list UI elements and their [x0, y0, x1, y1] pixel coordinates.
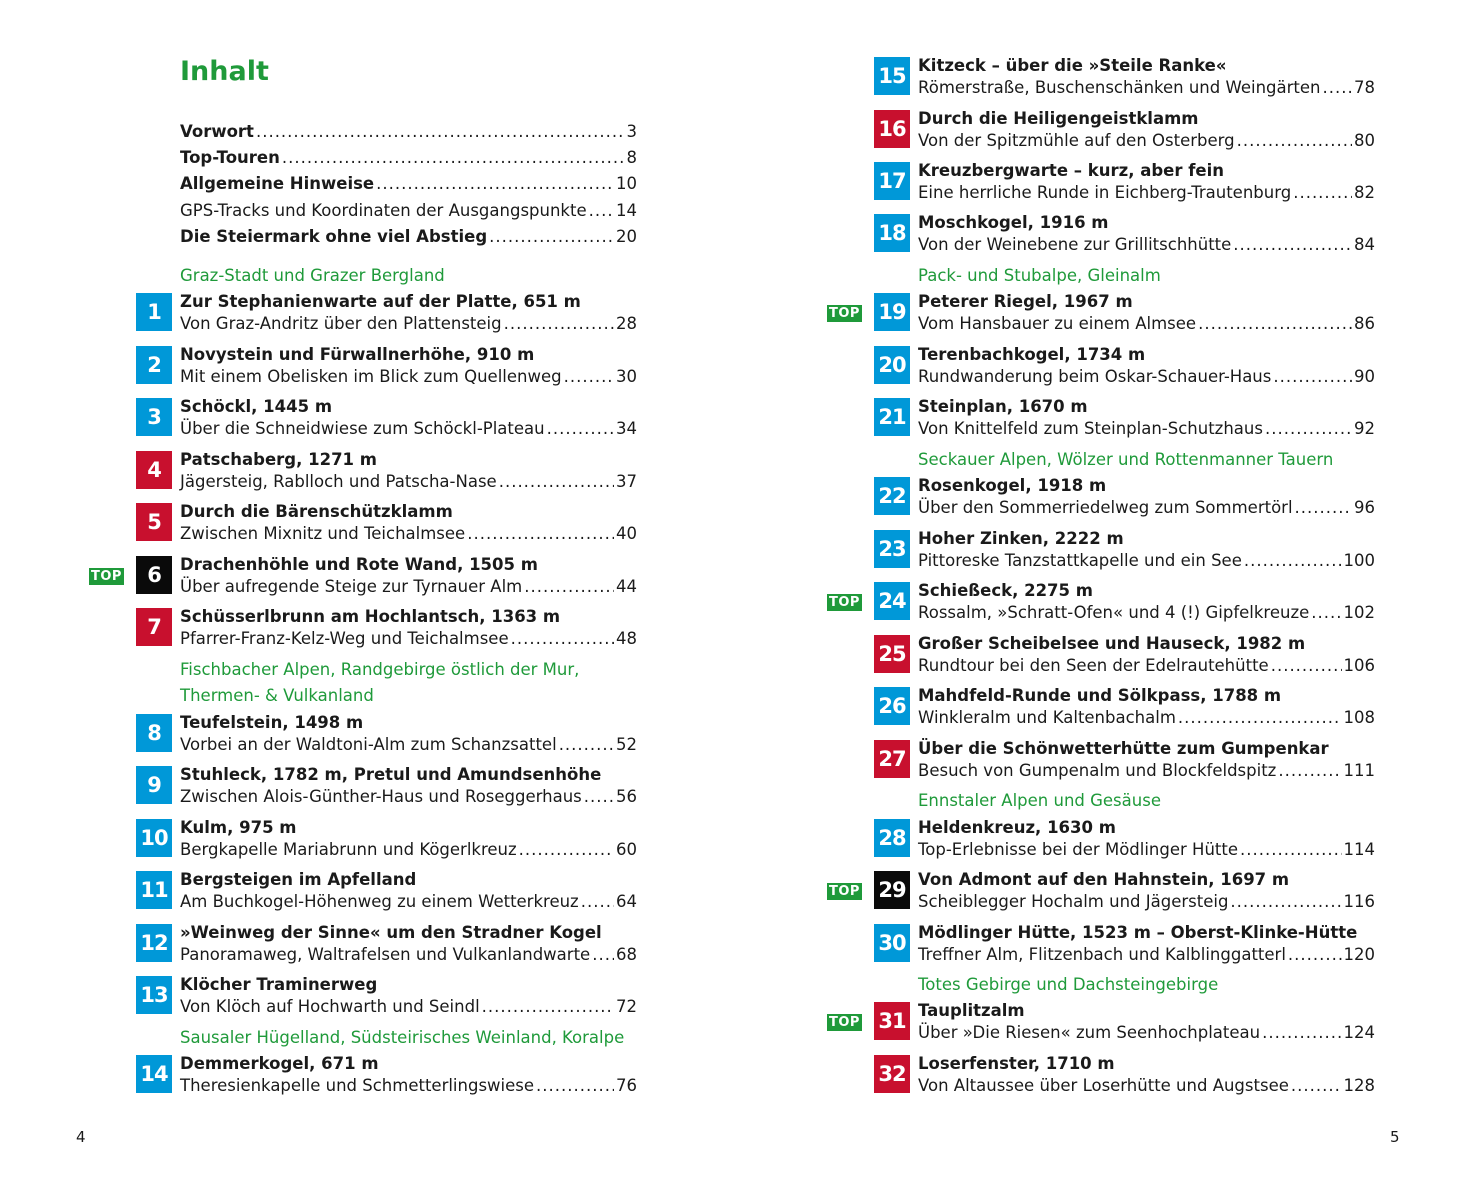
tour-subtitle: Römerstraße, Buschenschänken und Weingärten [918, 78, 1321, 97]
toc-page-number: 3 [626, 122, 637, 141]
top-badge: TOP [89, 568, 124, 585]
tour-subtitle: Über die Schneidwiese zum Schöckl-Plateau [180, 419, 545, 438]
tour-title: Loserfenster, 1710 m [918, 1054, 1115, 1073]
tour-subtitle: Bergkapelle Mariabrunn und Kögerlkreuz [180, 840, 517, 859]
tour-subtitle: Top-Erlebnisse bei der Mödlinger Hütte [918, 840, 1238, 859]
dot-leader [1237, 130, 1352, 151]
toc-page-number: 28 [616, 314, 637, 333]
tour-title: »Weinweg der Sinne« um den Stradner Kogel [180, 923, 602, 942]
toc-page-number: 37 [616, 472, 637, 491]
tour-number-badge: 22 [874, 477, 910, 515]
dot-leader [536, 1075, 614, 1096]
tour-subtitle: Theresienkapelle und Schmetterlingswiese [180, 1076, 535, 1095]
tour-number-badge: 17 [874, 162, 910, 200]
tour-number-badge: 5 [136, 503, 172, 541]
tour-subtitle: Von Altaussee über Loserhütte und Augstsee [918, 1076, 1289, 1095]
tour-entry[interactable] [738, 736, 1458, 782]
tour-subtitle-row [180, 944, 637, 965]
toc-page-number: 106 [1343, 656, 1375, 675]
tour-subtitle: Rundtour bei den Seen der Edelrautehütte [918, 656, 1269, 675]
tour-number-badge: 15 [874, 57, 910, 95]
tour-number-badge: 10 [136, 819, 172, 857]
dot-leader [1178, 707, 1342, 728]
section-heading: Seckauer Alpen, Wölzer und Rottenmanner Tauern [918, 450, 1334, 469]
tour-number-badge: 13 [136, 976, 172, 1014]
tour-subtitle: Jägersteig, Rablloch und Patscha-Nase [180, 472, 497, 491]
tour-entry[interactable] [738, 526, 1458, 572]
tour-entry[interactable] [738, 394, 1458, 440]
tour-subtitle-row [918, 234, 1375, 255]
tour-subtitle: Vorbei an der Waldtoni-Alm zum Schanzsattel [180, 735, 557, 754]
tour-subtitle: Über den Sommerriedelweg zum Sommertörl [918, 498, 1293, 517]
tour-subtitle: Zwischen Mixnitz und Teichalmsee [180, 524, 466, 543]
tour-subtitle-row [180, 523, 637, 544]
tour-subtitle: Pfarrer-Franz-Kelz-Weg und Teichalmsee [180, 629, 509, 648]
tour-number-badge: 21 [874, 398, 910, 436]
right-page [738, 0, 1476, 1182]
tour-subtitle-row [180, 628, 637, 649]
tour-entry[interactable] [738, 106, 1458, 152]
dot-leader [1273, 366, 1352, 387]
tour-entry[interactable] [738, 578, 1458, 624]
tour-title: Rosenkogel, 1918 m [918, 476, 1107, 495]
toc-page-number: 92 [1354, 419, 1375, 438]
tour-number-badge: 26 [874, 687, 910, 725]
tour-subtitle: Zwischen Alois-Günther-Haus und Roseggerhaus [180, 787, 582, 806]
tour-title: Mödlinger Hütte, 1523 m – Oberst-Klinke-Hütte [918, 923, 1358, 942]
tour-number-badge: 14 [136, 1055, 172, 1093]
tour-number-badge: 6 [136, 556, 172, 594]
dot-leader [1198, 313, 1352, 334]
tour-subtitle-row [918, 944, 1375, 965]
tour-subtitle-row [180, 786, 637, 807]
tour-subtitle-row [180, 839, 637, 860]
dot-leader [592, 944, 614, 965]
tour-subtitle-row [180, 734, 637, 755]
tour-entry[interactable] [738, 473, 1458, 519]
toc-page-number: 30 [616, 367, 637, 386]
dot-leader [489, 227, 614, 247]
toc-page-number: 124 [1343, 1023, 1375, 1042]
dot-leader [1295, 497, 1352, 518]
toc-page-number: 100 [1343, 551, 1375, 570]
tour-number-badge: 27 [874, 740, 910, 778]
tour-number-badge: 23 [874, 530, 910, 568]
toc-page-number: 78 [1354, 78, 1375, 97]
tour-entry[interactable] [0, 342, 720, 388]
toc-front-entry[interactable] [180, 170, 637, 194]
dot-leader [1262, 1022, 1341, 1043]
tour-title: Bergsteigen im Apfelland [180, 870, 417, 889]
tour-subtitle-row [918, 891, 1375, 912]
tour-number-badge: 3 [136, 398, 172, 436]
tour-title: Heldenkreuz, 1630 m [918, 818, 1116, 837]
tour-title: Patschaberg, 1271 m [180, 450, 377, 469]
tour-subtitle: Von Graz-Andritz über den Plattensteig [180, 314, 502, 333]
dot-leader [581, 891, 614, 912]
tour-entry[interactable] [0, 867, 720, 913]
tour-subtitle-row [180, 418, 637, 439]
tour-entry[interactable] [0, 1051, 720, 1097]
tour-title: Klöcher Traminerweg [180, 975, 378, 994]
tour-entry[interactable] [0, 762, 720, 808]
toc-page-number: 44 [616, 577, 637, 596]
tour-subtitle-row [180, 891, 637, 912]
tour-subtitle-row [180, 996, 637, 1017]
dot-leader [1311, 602, 1341, 623]
tour-title: Durch die Bärenschützklamm [180, 502, 453, 521]
dot-leader [547, 418, 614, 439]
tour-subtitle: Über aufregende Steige zur Tyrnauer Alm [180, 577, 523, 596]
tour-number-badge: 28 [874, 819, 910, 857]
tour-entry[interactable] [738, 210, 1458, 256]
tour-subtitle-row [180, 471, 637, 492]
tour-entry[interactable] [738, 867, 1458, 913]
tour-subtitle-row [918, 418, 1375, 439]
toc-page-number: 34 [616, 419, 637, 438]
dot-leader [1265, 418, 1352, 439]
tour-subtitle: Rossalm, »Schratt-Ofen« und 4 (!) Gipfelkreuze [918, 603, 1310, 622]
tour-subtitle: Scheiblegger Hochalm und Jägersteig [918, 892, 1229, 911]
dot-leader [1244, 550, 1342, 571]
toc-front-entry[interactable] [180, 118, 637, 142]
toc-page-number: 64 [616, 892, 637, 911]
dot-leader [482, 996, 614, 1017]
tour-subtitle-row [918, 760, 1375, 781]
tour-subtitle: Von Knittelfeld zum Steinplan-Schutzhaus [918, 419, 1263, 438]
tour-number-badge: 32 [874, 1055, 910, 1093]
top-badge: TOP [827, 1014, 862, 1031]
tour-subtitle-row [918, 1075, 1375, 1096]
tour-entry[interactable] [738, 920, 1458, 966]
tour-title: Steinplan, 1670 m [918, 397, 1088, 416]
top-badge: TOP [827, 883, 862, 900]
toc-page-number: 114 [1343, 840, 1375, 859]
tour-number-badge: 9 [136, 766, 172, 804]
toc-page-number: 52 [616, 735, 637, 754]
tour-title: Teufelstein, 1498 m [180, 713, 364, 732]
tour-number-badge: 18 [874, 214, 910, 252]
tour-title: Peterer Riegel, 1967 m [918, 292, 1133, 311]
tour-title: Drachenhöhle und Rote Wand, 1505 m [180, 555, 538, 574]
tour-title: Kitzeck – über die »Steile Ranke« [918, 56, 1227, 75]
dot-leader [376, 174, 614, 194]
tour-entry[interactable] [738, 815, 1458, 861]
tour-title: Kulm, 975 m [180, 818, 297, 837]
tour-title: Novystein und Fürwallnerhöhe, 910 m [180, 345, 535, 364]
top-badge: TOP [827, 305, 862, 322]
toc-page-number: 40 [616, 524, 637, 543]
tour-title: Tauplitzalm [918, 1001, 1025, 1020]
tour-number-badge: 12 [136, 924, 172, 962]
toc-page-number: 20 [616, 227, 637, 246]
tour-title: Demmerkogel, 671 m [180, 1054, 379, 1073]
toc-entry-label: Allgemeine Hinweise [180, 174, 375, 193]
toc-entry-label: Die Steiermark ohne viel Abstieg [180, 227, 488, 246]
toc-page-number: 120 [1343, 945, 1375, 964]
dot-leader [1293, 182, 1352, 203]
tour-title: Stuhleck, 1782 m, Pretul und Amundsenhöhe [180, 765, 602, 784]
section-heading: Pack- und Stubalpe, Gleinalm [918, 266, 1161, 285]
tour-entry[interactable] [0, 447, 720, 493]
toc-entry-label: Top-Touren [180, 148, 280, 167]
top-badge: TOP [827, 594, 862, 611]
tour-subtitle-row [918, 182, 1375, 203]
tour-title: Kreuzbergwarte – kurz, aber fein [918, 161, 1225, 180]
tour-number-badge: 11 [136, 871, 172, 909]
tour-number-badge: 31 [874, 1002, 910, 1040]
tour-number-badge: 7 [136, 608, 172, 646]
tour-title: Zur Stephanienwarte auf der Platte, 651 m [180, 292, 581, 311]
tour-entry[interactable] [738, 53, 1458, 99]
tour-entry[interactable] [0, 815, 720, 861]
tour-subtitle-row [918, 130, 1375, 151]
toc-page-number: 56 [616, 787, 637, 806]
tour-title: Schüsserlbrunn am Hochlantsch, 1363 m [180, 607, 561, 626]
tour-title: Hoher Zinken, 2222 m [918, 529, 1124, 548]
toc-page-number: 102 [1343, 603, 1375, 622]
tour-subtitle-row [918, 602, 1375, 623]
toc-front-entry[interactable] [180, 144, 637, 168]
tour-entry[interactable] [738, 158, 1458, 204]
dot-leader [1322, 77, 1352, 98]
tour-subtitle: Pittoreske Tanzstattkapelle und ein See [918, 551, 1242, 570]
tour-subtitle: Über »Die Riesen« zum Seenhochplateau [918, 1023, 1261, 1042]
toc-page-number: 116 [1343, 892, 1375, 911]
tour-number-badge: 19 [874, 293, 910, 331]
tour-subtitle: Vom Hansbauer zu einem Almsee [918, 314, 1197, 333]
tour-subtitle: Winkleralm und Kaltenbachalm [918, 708, 1176, 727]
tour-title: Über die Schönwetterhütte zum Gumpenkar [918, 739, 1329, 758]
toc-page-number: 96 [1354, 498, 1375, 517]
toc-page-number: 108 [1343, 708, 1375, 727]
tour-title: Schöckl, 1445 m [180, 397, 333, 416]
tour-entry[interactable] [738, 683, 1458, 729]
tour-number-badge: 25 [874, 635, 910, 673]
tour-number-badge: 29 [874, 871, 910, 909]
dot-leader [564, 366, 614, 387]
toc-page-number: 86 [1354, 314, 1375, 333]
tour-number-badge: 1 [136, 293, 172, 331]
dot-leader [559, 734, 614, 755]
tour-number-badge: 30 [874, 924, 910, 962]
tour-subtitle-row [918, 1022, 1375, 1043]
toc-page-number: 82 [1354, 183, 1375, 202]
toc-page-number: 80 [1354, 131, 1375, 150]
dot-leader [1233, 234, 1352, 255]
tour-number-badge: 8 [136, 714, 172, 752]
section-heading: Totes Gebirge und Dachsteingebirge [918, 975, 1219, 994]
tour-title: Mahdfeld-Runde und Sölkpass, 1788 m [918, 686, 1282, 705]
page-number-right: 5 [1390, 1128, 1400, 1146]
dot-leader [584, 786, 614, 807]
toc-page-number: 84 [1354, 235, 1375, 254]
tour-subtitle: Besuch von Gumpenalm und Blockfeldspitz [918, 761, 1277, 780]
tour-subtitle: Treffner Alm, Flitzenbach und Kalblinggatterl [918, 945, 1286, 964]
toc-entry-label: Vorwort [180, 122, 254, 141]
tour-number-badge: 4 [136, 451, 172, 489]
toc-page-number: 8 [626, 148, 637, 167]
tour-subtitle: Von der Weinebene zur Grillitschhütte [918, 235, 1232, 254]
toc-page-number: 14 [616, 201, 637, 220]
toc-page-number: 68 [616, 945, 637, 964]
dot-leader [256, 122, 625, 142]
page-title: Inhalt [180, 56, 269, 87]
tour-subtitle-row [918, 839, 1375, 860]
tour-title: Terenbachkogel, 1734 m [918, 345, 1146, 364]
dot-leader [1291, 1075, 1342, 1096]
tour-subtitle: Eine herrliche Runde in Eichberg-Trautenburg [918, 183, 1292, 202]
tour-entry[interactable] [0, 499, 720, 545]
tour-number-badge: 2 [136, 346, 172, 384]
toc-page-number: 76 [616, 1076, 637, 1095]
section-heading: Ennstaler Alpen und Gesäuse [918, 791, 1161, 810]
tour-entry[interactable] [738, 998, 1458, 1044]
tour-entry[interactable] [738, 342, 1458, 388]
tour-subtitle-row [180, 1075, 637, 1096]
tour-subtitle: Rundwanderung beim Oskar-Schauer-Haus [918, 367, 1272, 386]
dot-leader [519, 839, 614, 860]
tour-entry[interactable] [738, 289, 1458, 335]
toc-page-number: 90 [1354, 367, 1375, 386]
tour-subtitle-row [918, 366, 1375, 387]
left-page [0, 0, 738, 1182]
page-number-left: 4 [76, 1128, 86, 1146]
dot-leader [1288, 944, 1342, 965]
tour-entry[interactable] [0, 394, 720, 440]
dot-leader [524, 576, 614, 597]
tour-title: Von Admont auf den Hahnstein, 1697 m [918, 870, 1290, 889]
tour-subtitle-row [918, 550, 1375, 571]
toc-page-number: 60 [616, 840, 637, 859]
tour-subtitle: Am Buchkogel-Höhenweg zu einem Wetterkreuz [180, 892, 579, 911]
toc-page-number: 48 [616, 629, 637, 648]
tour-subtitle-row [918, 77, 1375, 98]
section-heading: Thermen- & Vulkanland [180, 686, 374, 705]
tour-entry[interactable] [0, 920, 720, 966]
tour-subtitle: Mit einem Obelisken im Blick zum Quellenweg [180, 367, 562, 386]
tour-subtitle: Panoramaweg, Waltrafelsen und Vulkanlandwarte [180, 945, 591, 964]
tour-entry[interactable] [738, 631, 1458, 677]
tour-entry[interactable] [0, 710, 720, 756]
dot-leader [499, 471, 614, 492]
section-heading: Graz-Stadt und Grazer Bergland [180, 266, 445, 285]
tour-number-badge: 24 [874, 582, 910, 620]
tour-entry[interactable] [0, 289, 720, 335]
tour-number-badge: 16 [874, 110, 910, 148]
dot-leader [1271, 655, 1342, 676]
tour-entry[interactable] [738, 1051, 1458, 1097]
dot-leader [1240, 839, 1342, 860]
tour-subtitle-row [918, 313, 1375, 334]
tour-entry[interactable] [0, 604, 720, 650]
section-heading: Fischbacher Alpen, Randgebirge östlich der Mur, [180, 660, 580, 679]
tour-subtitle-row [918, 707, 1375, 728]
toc-front-entry[interactable] [180, 223, 637, 247]
tour-subtitle: Von Klöch auf Hochwarth und Seindl [180, 997, 480, 1016]
tour-title: Moschkogel, 1916 m [918, 213, 1109, 232]
dot-leader [504, 313, 614, 334]
dot-leader [1230, 891, 1341, 912]
dot-leader [511, 628, 614, 649]
toc-page-number: 72 [616, 997, 637, 1016]
tour-subtitle-row [180, 313, 637, 334]
dot-leader [589, 201, 614, 221]
toc-entry-label: GPS-Tracks und Koordinaten der Ausgangspunkte [180, 201, 587, 220]
section-heading: Sausaler Hügelland, Südsteirisches Weinland, Koralpe [180, 1028, 625, 1047]
toc-page-number: 128 [1343, 1076, 1375, 1095]
toc-front-entry[interactable] [180, 197, 637, 221]
tour-subtitle-row [918, 497, 1375, 518]
tour-subtitle-row [918, 655, 1375, 676]
toc-page-number: 111 [1343, 761, 1375, 780]
tour-subtitle: Von der Spitzmühle auf den Osterberg [918, 131, 1235, 150]
tour-subtitle-row [180, 366, 637, 387]
tour-entry[interactable] [0, 552, 720, 598]
tour-title: Schießeck, 2275 m [918, 581, 1093, 600]
toc-page-number: 10 [616, 174, 637, 193]
dot-leader [1278, 760, 1341, 781]
tour-title: Großer Scheibelsee und Hauseck, 1982 m [918, 634, 1306, 653]
tour-entry[interactable] [0, 972, 720, 1018]
tour-title: Durch die Heiligengeistklamm [918, 109, 1199, 128]
dot-leader [282, 148, 625, 168]
tour-number-badge: 20 [874, 346, 910, 384]
tour-subtitle-row [180, 576, 637, 597]
dot-leader [467, 523, 614, 544]
